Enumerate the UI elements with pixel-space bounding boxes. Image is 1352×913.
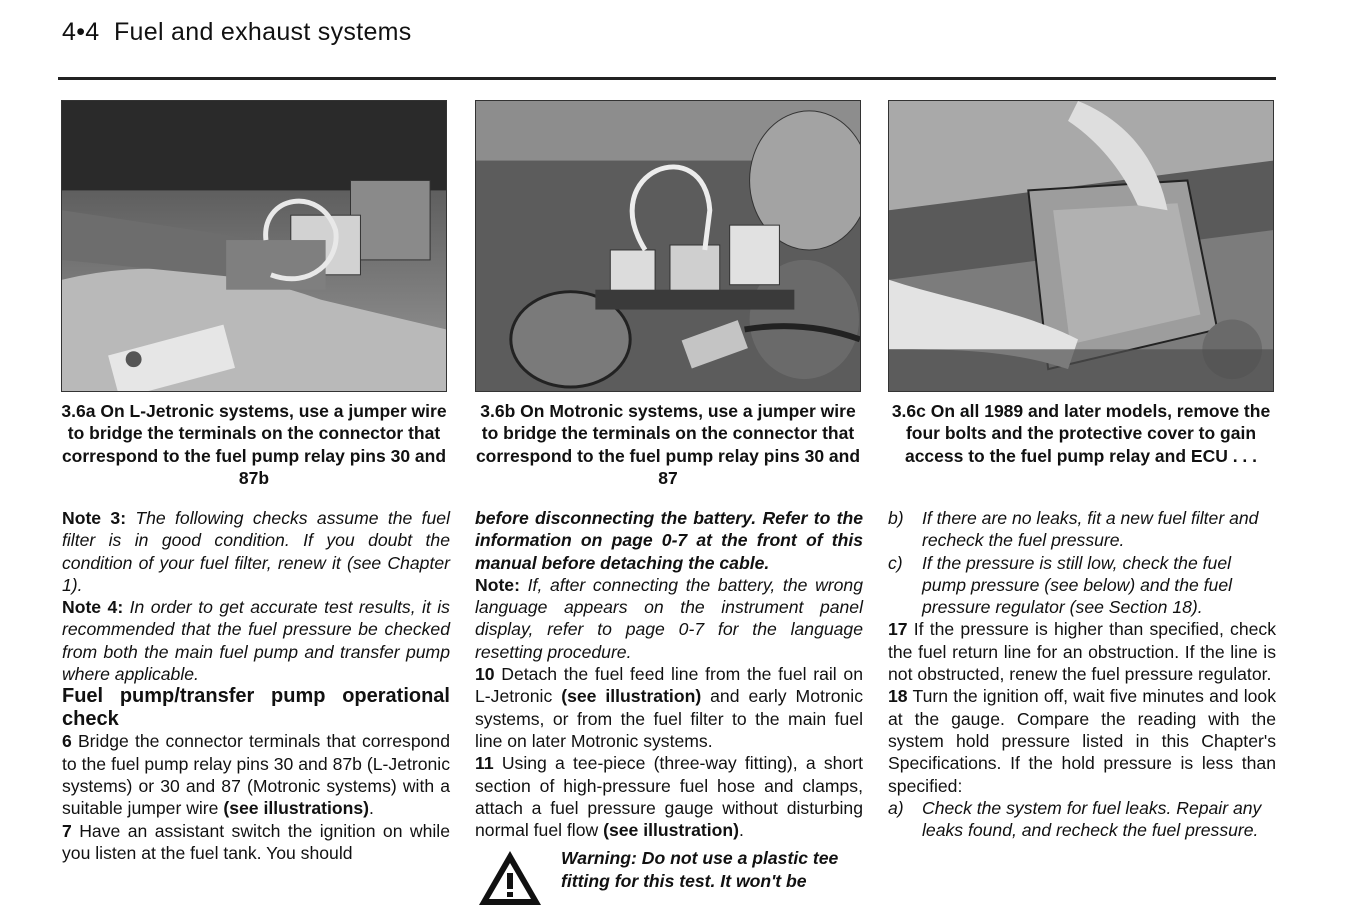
continued-text: before disconnecting the battery. Refer to the information on page 0-7 at the front of this manual before detaching the cable. bbox=[475, 508, 863, 573]
text-column-3 bbox=[888, 507, 1276, 841]
caption-3-6a: 3.6a On L-Jetronic systems, use a jumper wire to bridge the terminals on the connector that correspond to the fuel pump relay pins 30 and 87b bbox=[61, 401, 447, 489]
list-item-b: b) If there are no leaks, fit a new fuel filter and recheck the fuel pressure. bbox=[888, 508, 1259, 551]
photo-3-6b bbox=[475, 100, 861, 392]
section-heading: Fuel pump/transfer pump operational check bbox=[62, 685, 450, 730]
chapter-title: Fuel and exhaust systems bbox=[113, 18, 412, 46]
note-4: Note 4: In order to get accurate test results, it is recommended that the fuel pressure be checked from both the main fuel pump and transfer pump where applicable. bbox=[62, 597, 450, 685]
warning-block bbox=[475, 847, 863, 912]
page-header bbox=[62, 18, 412, 47]
list-item-a: a) Check the system for fuel leaks. Repair any leaks found, and recheck the fuel pressure. bbox=[888, 797, 1262, 841]
paragraph-7: 7 Have an assistant switch the ignition on while you listen at the fuel tank. You should bbox=[62, 820, 450, 863]
warning-text: Warning: Do not use a plastic tee fitting for this test. It won't be bbox=[561, 848, 839, 891]
note: Note: If, after connecting the battery, the wrong language appears on the instrument panel display, refer to page 0-7 for the language resetting procedure. bbox=[475, 574, 863, 662]
warning-triangle-icon bbox=[475, 847, 561, 912]
caption-3-6b: 3.6b On Motronic systems, use a jumper wire to bridge the terminals on the connector that correspond to the fuel pump relay pins 30 and 87 bbox=[475, 401, 861, 489]
paragraph-18: 18 Turn the ignition off, wait five minutes and look at the gauge. Compare the reading with the system hold pressure listed in this Chapter's Specifications. If the hold pressure is less than specified: bbox=[888, 686, 1276, 796]
list-item-c: c) If the pressure is still low, check the fuel pump pressure (see below) and the fuel pressure regulator (see Section 18). bbox=[888, 552, 1233, 618]
paragraph-17: 17 If the pressure is higher than specified, check the fuel return line for an obstruction. If the line is not obstructed, renew the fuel pressure regulator. bbox=[888, 619, 1276, 685]
header-rule bbox=[58, 77, 1276, 80]
paragraph-6: 6 Bridge the connector terminals that correspond to the fuel pump relay pins 30 and 87b (L-Jetronic systems) or 30 and 87 (Motronic systems) with a suitable jumper wire (see illustrations). bbox=[62, 731, 450, 819]
caption-3-6c: 3.6c On all 1989 and later models, remove the four bolts and the protective cover to gain access to the fuel pump relay and ECU . . . bbox=[891, 401, 1271, 466]
photo-3-6a bbox=[61, 100, 447, 392]
paragraph-10: 10 Detach the fuel feed line from the fuel rail on L-Jetronic (see illustration) and early Motronic systems, or from the fuel filter to the main fuel line on later Motronic systems. bbox=[475, 664, 864, 751]
page-number: 4•4 bbox=[62, 18, 100, 46]
text-column-2 bbox=[475, 507, 863, 913]
note-3: Note 3: The following checks assume the fuel filter is in good condition. If you doubt the condition of your fuel filter, renew it (see Chapter 1). bbox=[62, 508, 450, 595]
photo-3-6c bbox=[888, 100, 1274, 392]
text-column-1 bbox=[62, 507, 450, 864]
paragraph-11: 11 Using a tee-piece (three-way fitting), a short section of high-pressure fuel hose and clamps, attach a fuel pressure gauge without disturbing normal fuel flow (see illustration). bbox=[475, 753, 863, 841]
